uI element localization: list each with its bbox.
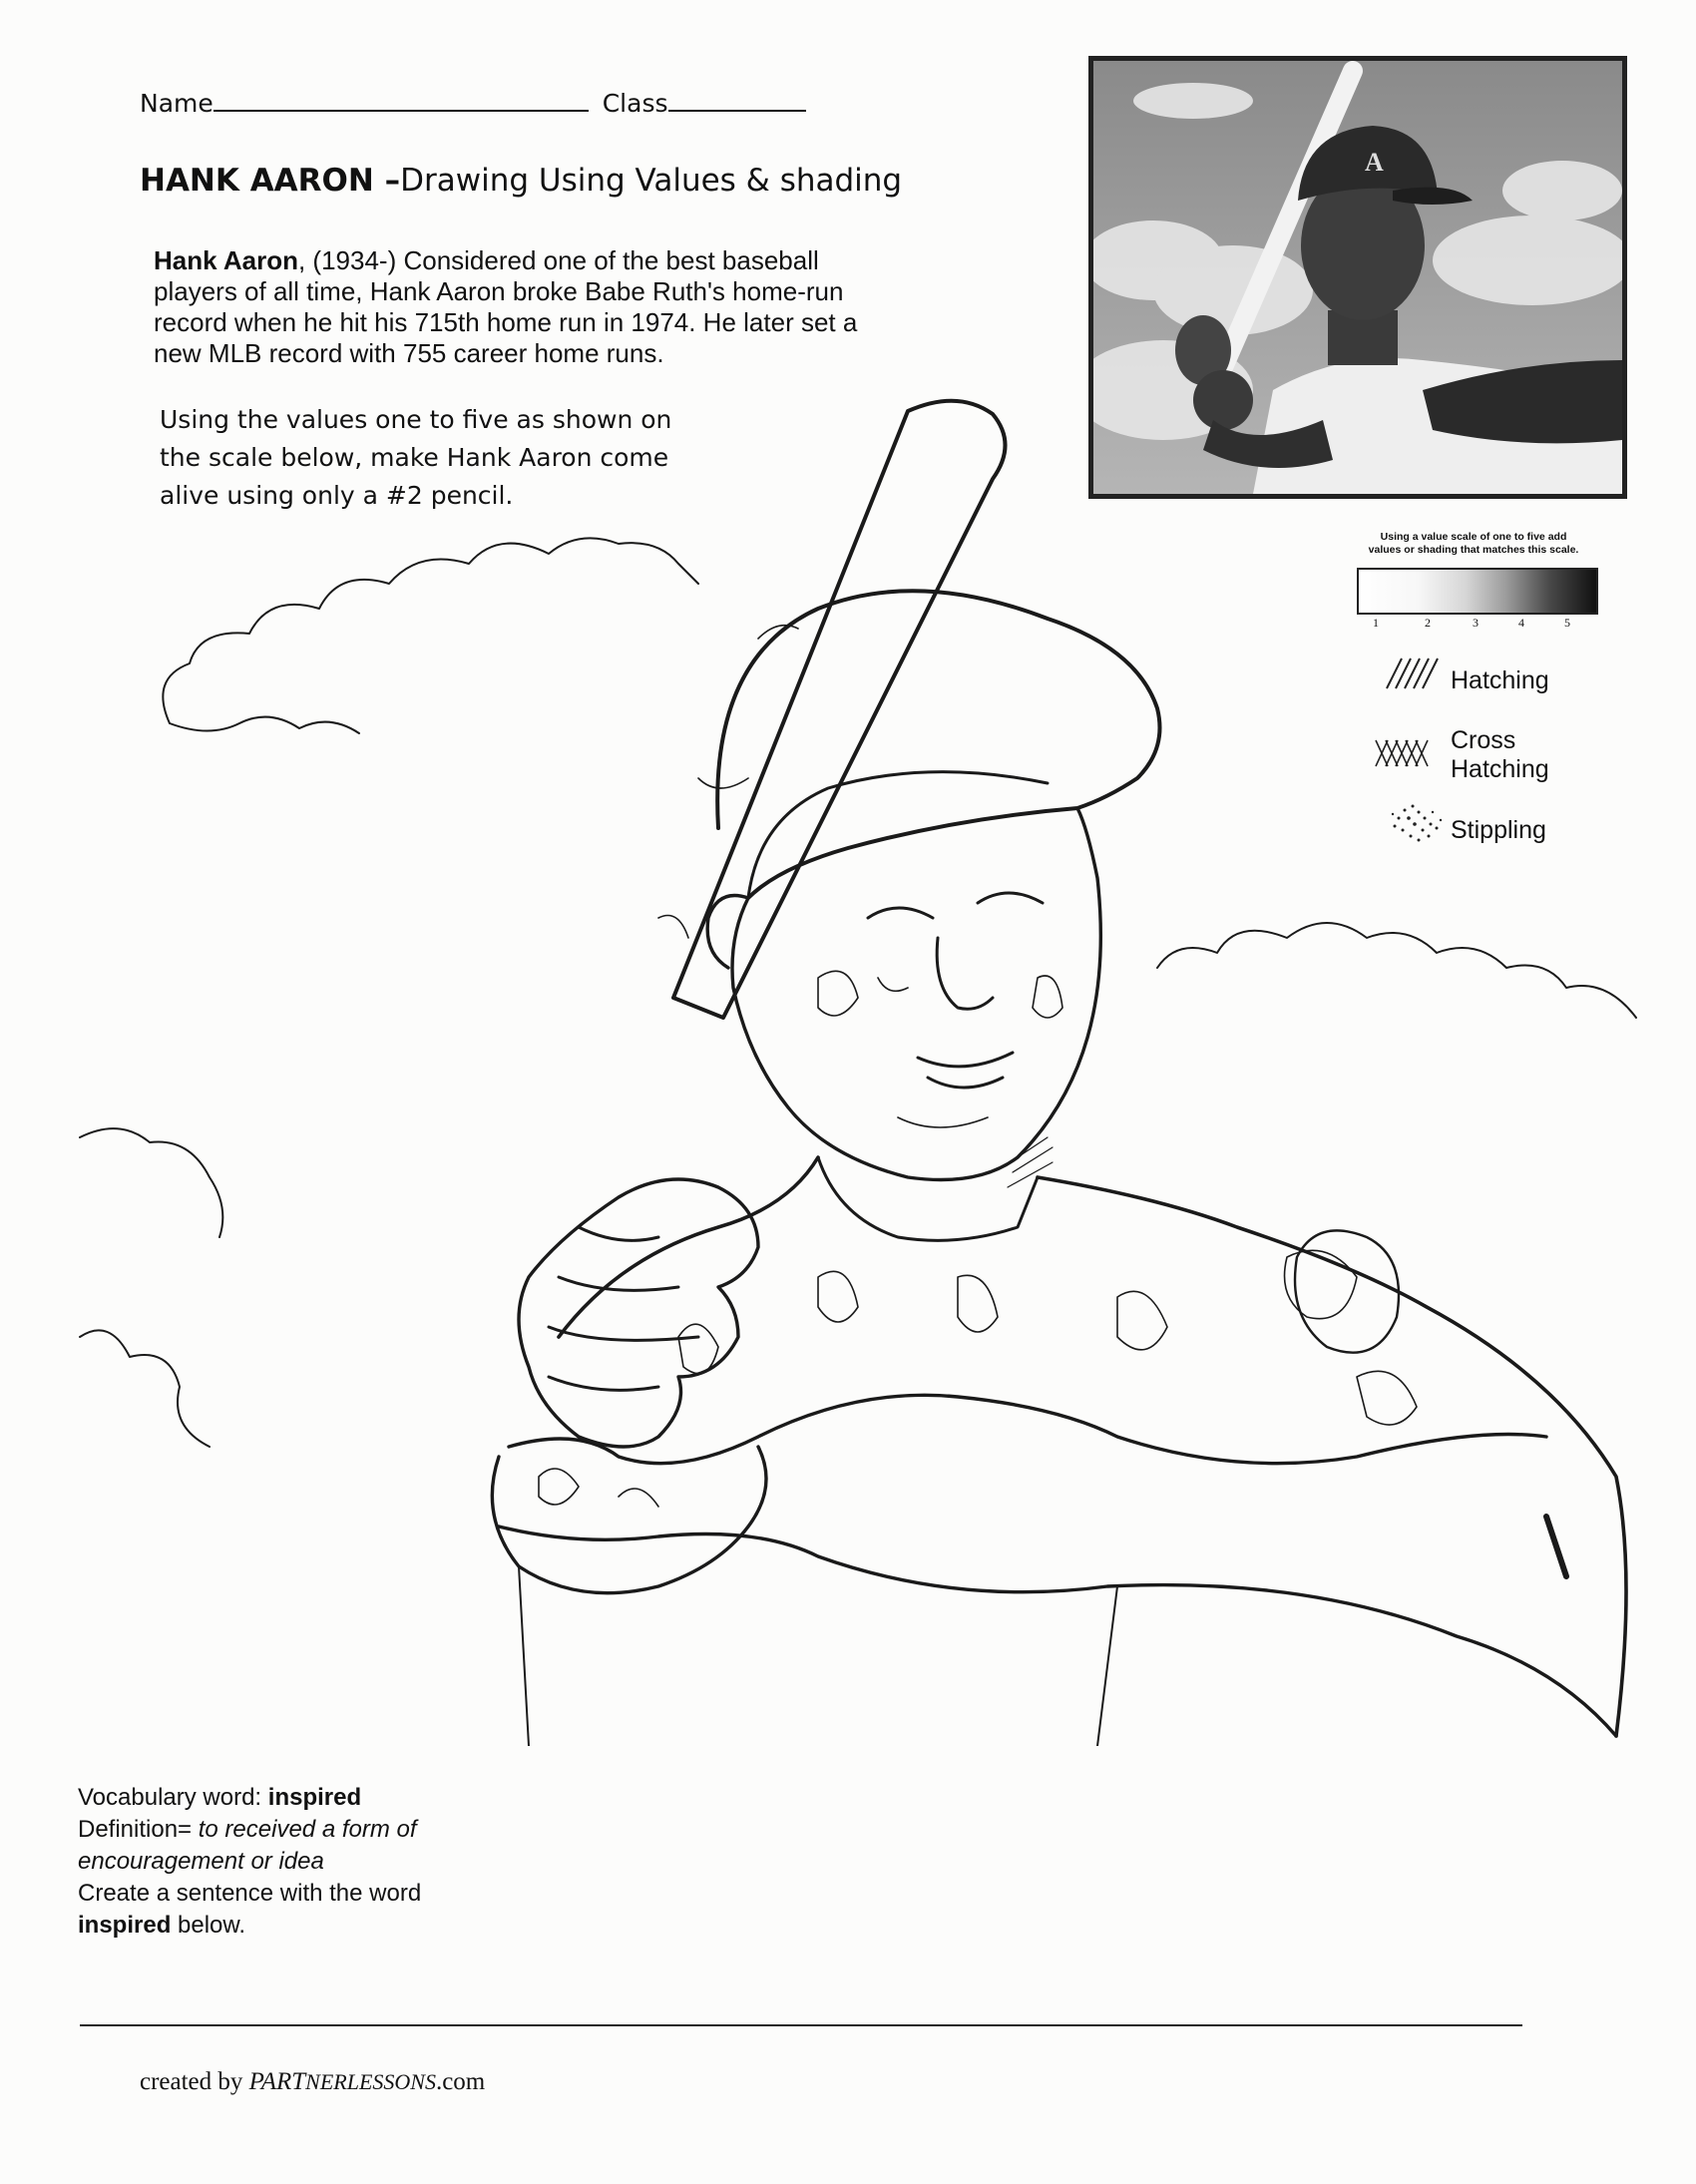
footer-credit xyxy=(140,2068,485,2096)
bio-paragraph xyxy=(154,245,952,369)
footer-brand-suffix: .com xyxy=(435,2068,486,2095)
bio-line-3: record when he hit his 715th home run in 1974. He later set a xyxy=(154,307,858,337)
instructions-line-2: the scale below, make Hank Aaron come xyxy=(160,443,669,472)
svg-text:A: A xyxy=(1365,148,1384,177)
value-scale-number: 4 xyxy=(1518,616,1524,630)
value-scale-number: 3 xyxy=(1473,616,1479,630)
hand-outline xyxy=(519,1179,758,1447)
answer-line[interactable] xyxy=(80,2024,1522,2026)
prompt-line: Create a sentence with the word xyxy=(78,1880,422,1907)
armpit-shadow xyxy=(1546,1517,1566,1576)
class-label: Class xyxy=(602,89,668,118)
title-bold: HANK AARON – xyxy=(140,163,401,199)
value-scale-number: 2 xyxy=(1425,616,1431,630)
class-blank[interactable] xyxy=(668,86,806,112)
bio-name: Hank Aaron xyxy=(154,245,298,275)
cloud-outline xyxy=(1157,923,1636,1018)
nose xyxy=(937,938,993,1009)
prompt-end: below. xyxy=(171,1912,246,1939)
title-rest: Drawing Using Values & shading xyxy=(400,163,903,199)
legend-cross-line-2: Hatching xyxy=(1451,755,1549,783)
jersey-contours xyxy=(678,1250,1417,1425)
instructions-line-3: alive using only a #2 pencil. xyxy=(160,481,514,510)
legend-stippling: Stippling xyxy=(1451,816,1546,844)
jersey-outline xyxy=(559,1157,1626,1736)
prompt-word: inspired xyxy=(78,1912,172,1939)
definition-label: Definition= xyxy=(78,1816,199,1843)
page-title xyxy=(140,163,902,199)
prompt-line-2 xyxy=(78,1910,597,1942)
value-scale-number: 1 xyxy=(1373,616,1379,630)
ear-outline xyxy=(707,896,748,969)
name-blank[interactable] xyxy=(213,86,589,112)
face-contours xyxy=(818,971,1062,1127)
value-scale-caption-line-1: Using a value scale of one to five add xyxy=(1380,531,1567,543)
vocab-label: Vocabulary word: xyxy=(78,1784,268,1811)
bat-grain xyxy=(658,626,798,938)
vocabulary-section xyxy=(78,1782,597,1942)
value-scale-caption-line-2: values or shading that matches this scale. xyxy=(1368,544,1579,556)
name-field xyxy=(140,86,806,118)
bio-line-4: new MLB record with 755 career home runs. xyxy=(154,338,664,368)
instructions-line-1: Using the values one to five as shown on xyxy=(160,405,672,434)
finger-lines xyxy=(549,1227,698,1390)
mouth xyxy=(918,1053,1013,1088)
neck xyxy=(818,1157,1038,1240)
cloud-outline xyxy=(163,538,698,733)
cloud-outline xyxy=(80,1128,222,1447)
footer-prefix: created by xyxy=(140,2068,249,2095)
hank-aaron-line-drawing xyxy=(60,379,1696,1746)
legend-cross-line-1: Cross xyxy=(1451,726,1516,754)
bio-line-2: players of all time, Hank Aaron broke Babe Ruth's home-run xyxy=(154,276,844,306)
vocab-word-line xyxy=(78,1782,597,1814)
footer-brand-rest: NERLESSONS xyxy=(305,2069,436,2094)
definition-line xyxy=(78,1814,597,1846)
vocab-word: inspired xyxy=(267,1784,362,1811)
definition-text-2: encouragement or idea xyxy=(78,1848,324,1875)
name-label: Name xyxy=(140,89,213,118)
bat-outline xyxy=(673,401,1006,1018)
eye-left xyxy=(868,908,933,918)
logo-patch xyxy=(1295,1230,1399,1352)
bio-line-1: , (1934-) Considered one of the best baseball xyxy=(297,245,819,275)
eye-right xyxy=(978,893,1043,903)
lower-hand xyxy=(492,1447,766,1593)
footer-brand-caps: PART xyxy=(248,2068,306,2095)
legend-hatching: Hatching xyxy=(1451,666,1549,694)
definition-text-1: to received a form of xyxy=(198,1816,417,1843)
hand-contours xyxy=(539,1469,658,1507)
value-scale-number: 5 xyxy=(1564,616,1570,630)
sleeve-lower xyxy=(499,1527,1616,1736)
